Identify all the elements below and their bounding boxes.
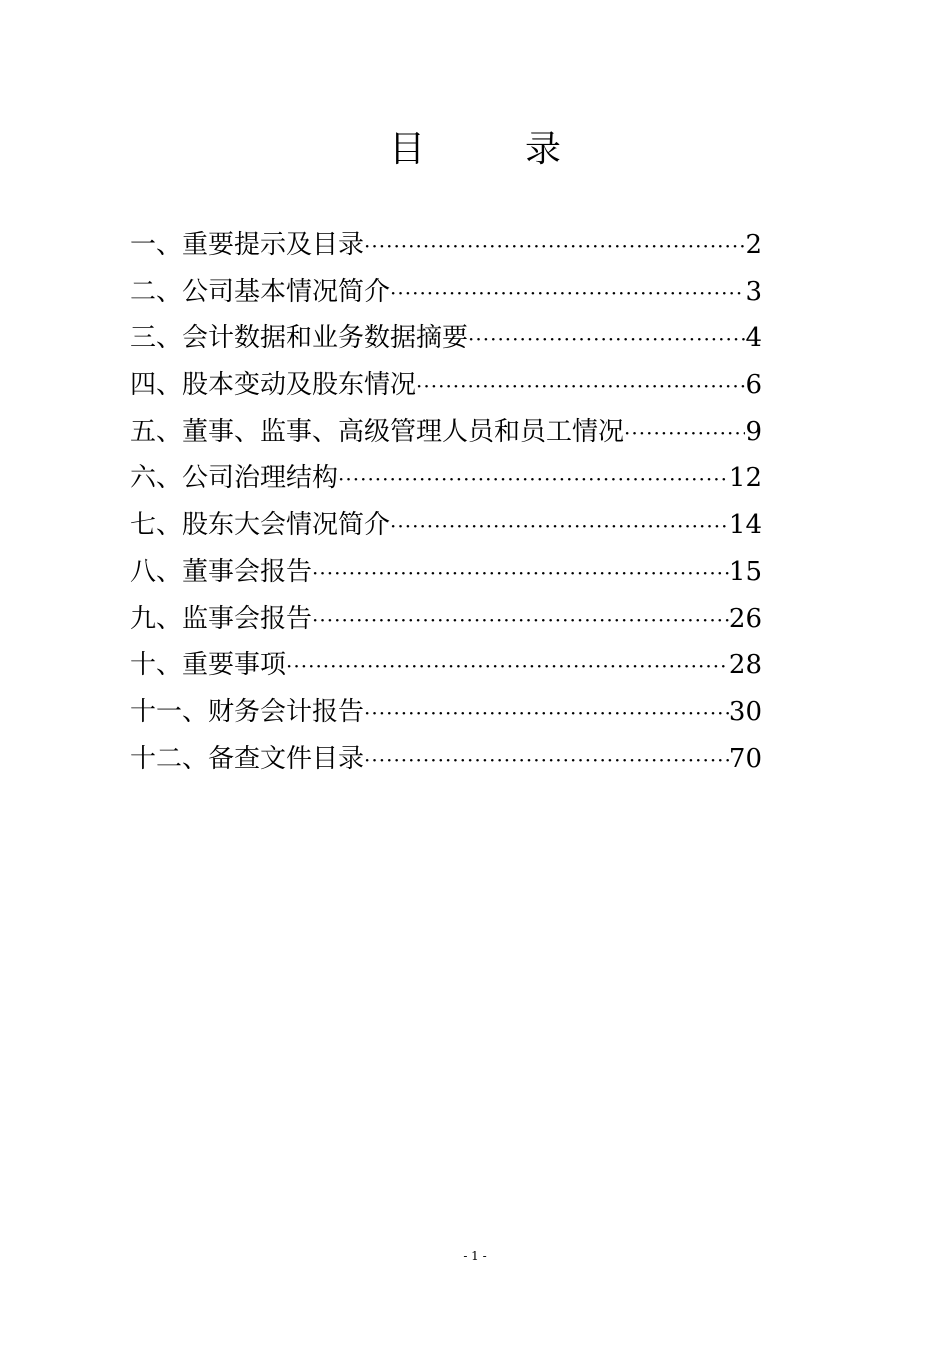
toc-dot-leader bbox=[390, 270, 745, 317]
toc-dot-leader bbox=[364, 737, 729, 784]
toc-entry-label: 一、重要提示及目录 bbox=[130, 230, 365, 260]
toc-entry-page: 14 bbox=[728, 510, 762, 541]
toc-entry-page: 4 bbox=[745, 323, 762, 354]
page-title-part2: 录 bbox=[525, 129, 562, 170]
toc-dot-leader bbox=[364, 690, 729, 737]
toc-entry[interactable] bbox=[130, 596, 762, 643]
toc-entry[interactable] bbox=[130, 549, 762, 596]
toc-entry-label: 十一、财务会计报告 bbox=[130, 696, 365, 727]
page-title-part1: 目 bbox=[388, 129, 425, 170]
table-of-contents bbox=[130, 222, 762, 782]
toc-entry[interactable] bbox=[130, 736, 762, 783]
toc-entry-label: 十、重要事项 bbox=[130, 650, 287, 681]
toc-entry[interactable] bbox=[130, 222, 762, 269]
toc-dot-leader bbox=[624, 410, 745, 457]
toc-entry-page: 15 bbox=[728, 556, 762, 587]
toc-dot-leader bbox=[468, 316, 745, 363]
toc-entry-page: 2 bbox=[745, 230, 762, 260]
toc-entry-page: 70 bbox=[728, 743, 762, 774]
toc-entry-label: 四、股本变动及股东情况 bbox=[130, 370, 417, 401]
toc-entry[interactable] bbox=[130, 642, 762, 689]
toc-entry-label: 八、董事会报告 bbox=[130, 556, 313, 587]
toc-entry-page: 30 bbox=[728, 696, 762, 727]
toc-entry-label: 六、公司治理结构 bbox=[130, 463, 339, 494]
toc-entry-page: 3 bbox=[745, 276, 762, 307]
toc-entry-page: 28 bbox=[728, 650, 762, 681]
toc-entry-label: 十二、备查文件目录 bbox=[130, 743, 365, 774]
toc-entry-page: 12 bbox=[728, 463, 762, 494]
toc-entry-page: 9 bbox=[745, 416, 762, 447]
toc-entry[interactable] bbox=[130, 689, 762, 736]
toc-entry-page: 6 bbox=[745, 370, 762, 401]
toc-dot-leader bbox=[390, 503, 729, 550]
toc-dot-leader bbox=[338, 456, 729, 503]
toc-entry[interactable] bbox=[130, 455, 762, 502]
toc-entry-label: 九、监事会报告 bbox=[130, 603, 313, 634]
toc-entry-label: 七、股东大会情况简介 bbox=[130, 510, 391, 541]
toc-entry[interactable] bbox=[130, 502, 762, 549]
toc-dot-leader bbox=[286, 643, 729, 690]
page-title bbox=[0, 124, 950, 176]
page-number-footer: - 1 - bbox=[463, 1249, 487, 1263]
toc-entry[interactable] bbox=[130, 409, 762, 456]
toc-dot-leader bbox=[312, 597, 729, 644]
toc-entry-label: 二、公司基本情况简介 bbox=[130, 276, 391, 307]
toc-entry-page: 26 bbox=[728, 603, 762, 634]
toc-dot-leader bbox=[364, 223, 745, 270]
toc-entry[interactable] bbox=[130, 315, 762, 362]
toc-entry-label: 五、董事、监事、高级管理人员和员工情况 bbox=[130, 416, 625, 447]
toc-entry[interactable] bbox=[130, 362, 762, 409]
toc-entry[interactable] bbox=[130, 269, 762, 316]
toc-entry-label: 三、会计数据和业务数据摘要 bbox=[130, 323, 469, 354]
toc-dot-leader bbox=[416, 363, 745, 410]
toc-dot-leader bbox=[312, 550, 729, 597]
